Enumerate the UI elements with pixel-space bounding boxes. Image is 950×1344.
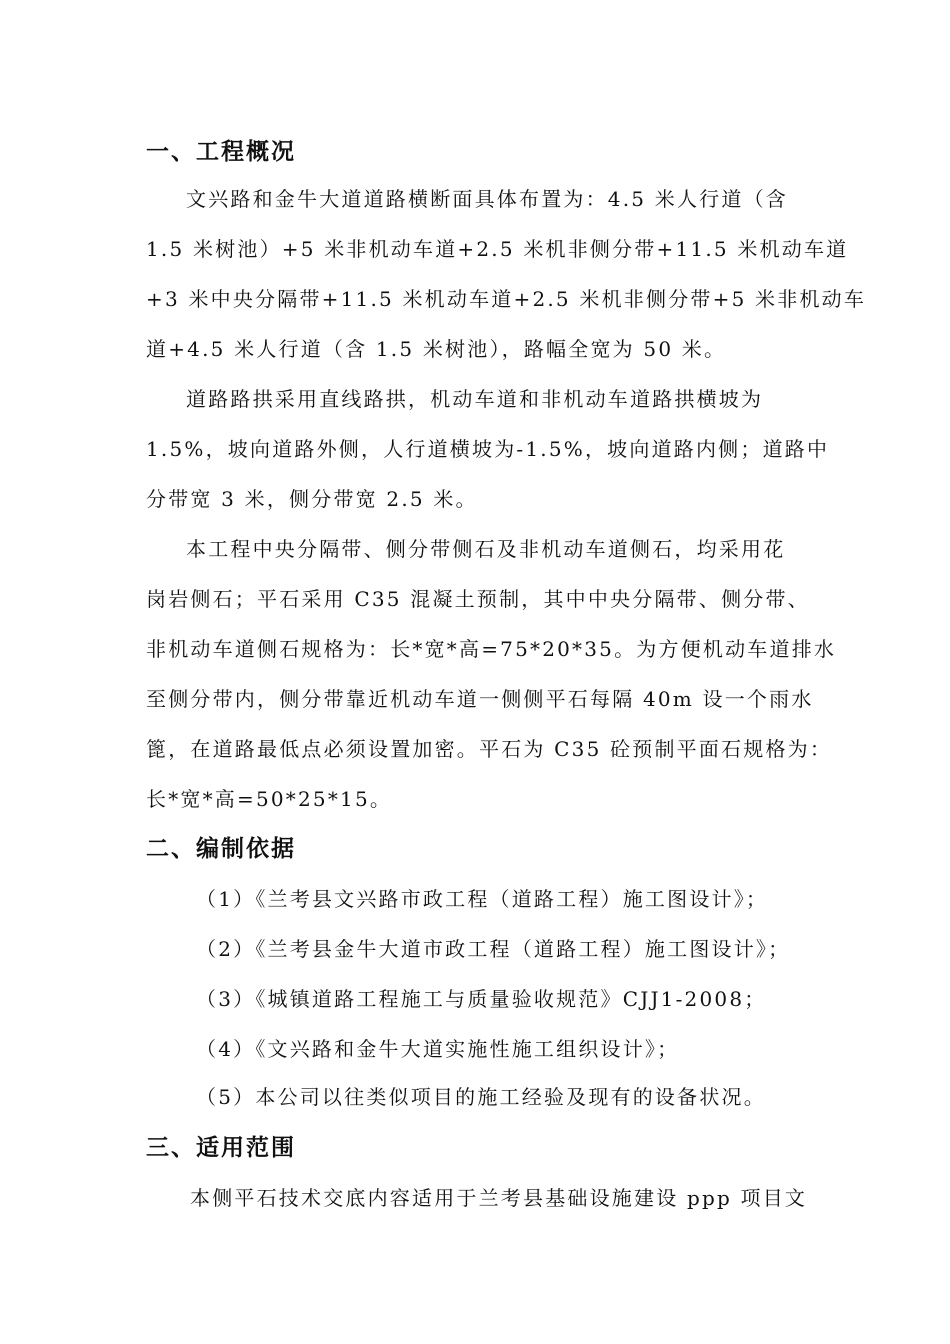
basis-item-4: （4）《文兴路和金牛大道实施性施工组织设计》； [196,1037,680,1061]
section-heading-basis: 二、编制依据 [146,836,296,862]
overview-p3-line4: 至侧分带内，侧分带靠近机动车道一侧侧平石每隔 40m 设一个雨水 [146,687,814,711]
overview-p3-line1: 本工程中央分隔带、侧分带侧石及非机动车道侧石，均采用花 [186,537,786,561]
overview-p2-line3: 分带宽 3 米，侧分带宽 2.5 米。 [146,487,478,511]
section-heading-overview: 一、工程概况 [146,139,296,165]
overview-p3-line5: 篦，在道路最低点必须设置加密。平石为 C35 砼预制平面石规格为： [146,737,833,761]
basis-item-5: （5）本公司以往类似项目的施工经验及现有的设备状况。 [196,1085,766,1109]
overview-p1-line2: 1.5 米树池）+5 米非机动车道+2.5 米机非侧分带+11.5 米机动车道 [146,237,849,261]
overview-p2-line2: 1.5%，坡向道路外侧，人行道横坡为-1.5%，坡向道路内侧；道路中 [146,437,830,461]
overview-p1-line1: 文兴路和金牛大道道路横断面具体布置为：4.5 米人行道（含 [186,187,788,211]
basis-item-3: （3）《城镇道路工程施工与质量验收规范》CJJ1-2008； [196,987,767,1011]
overview-p1-line4: 道+4.5 米人行道（含 1.5 米树池），路幅全宽为 50 米。 [146,337,727,361]
basis-item-1: （1）《兰考县文兴路市政工程（道路工程）施工图设计》； [196,887,769,911]
overview-p3-line6: 长*宽*高=50*25*15。 [146,787,393,811]
overview-p3-line3: 非机动车道侧石规格为：长*宽*高=75*20*35。为方便机动车道排水 [146,637,837,661]
overview-p2-line1: 道路路拱采用直线路拱，机动车道和非机动车道路拱横坡为 [186,387,764,411]
section-heading-scope: 三、适用范围 [146,1135,296,1161]
overview-p1-line3: +3 米中央分隔带+11.5 米机动车道+2.5 米机非侧分带+5 米非机动车 [146,287,867,311]
scope-p1-line1: 本侧平石技术交底内容适用于兰考县基础设施建设 ppp 项目文 [190,1186,808,1210]
overview-p3-line2: 岗岩侧石；平石采用 C35 混凝土预制，其中中央分隔带、侧分带、 [146,587,810,611]
basis-item-2: （2）《兰考县金牛大道市政工程（道路工程）施工图设计》； [196,937,791,961]
